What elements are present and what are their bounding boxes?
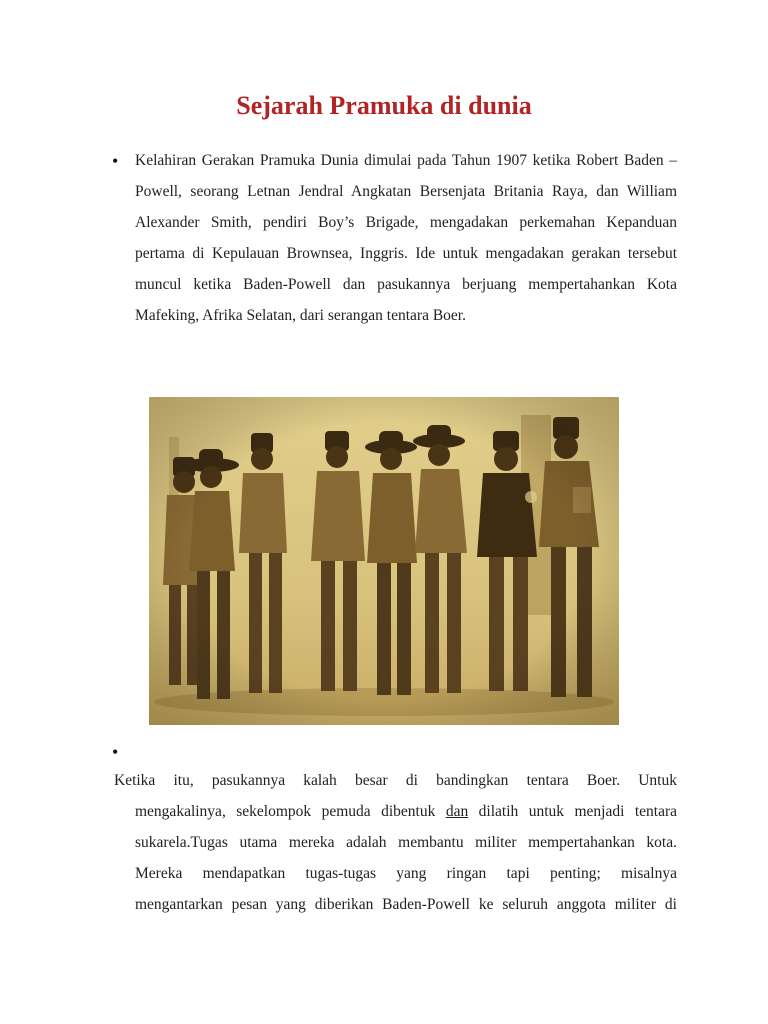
paragraph-continuation	[135, 796, 677, 920]
page-title: Sejarah Pramuka di dunia	[236, 91, 532, 120]
historical-scouts-photo	[149, 397, 619, 725]
paragraph-intro: Kelahiran Gerakan Pramuka Dunia dimulai pada Tahun 1907 ketika Robert Baden – Powell, seorang Letnan Jendral Angkatan Bersenjata Britania Raya, dan William Alexander Smith, pendiri Boy’s Brigade, mengadakan perkemahan Kepanduan pertama di Kepulauan Brownsea, Inggris. Ide untuk mengadakan gerakan tersebut muncul ketika Baden-Powell dan pasukannya berjuang mempertahankan Kota Mafeking, Afrika Selatan, dari serangan tentara Boer.	[135, 152, 677, 324]
bullet-point: •	[112, 151, 119, 171]
paragraph-line: sukarela.Tugas utama mereka adalah membantu militer mempertahankan kota.	[135, 834, 677, 851]
paragraph-line	[135, 796, 677, 827]
paragraph-line: Mereka mendapatkan tugas-tugas yang ringan tapi penting; misalnya	[135, 865, 677, 882]
underlined-word: dan	[445, 803, 469, 820]
text-segment: mengakalinya, sekelompok pemuda dibentuk	[135, 803, 446, 820]
paragraph-line: mengantarkan pesan yang diberikan Baden-Powell ke seluruh anggota militer di	[135, 896, 677, 913]
paragraph-history	[114, 765, 677, 920]
bullet-point-empty: •	[112, 742, 119, 762]
paragraph-line: Ketika itu, pasukannya kalah besar di bandingkan tentara Boer. Untuk	[114, 772, 677, 789]
scouts-group-illustration	[149, 397, 619, 725]
text-segment: dilatih untuk menjadi tentara	[468, 803, 677, 820]
